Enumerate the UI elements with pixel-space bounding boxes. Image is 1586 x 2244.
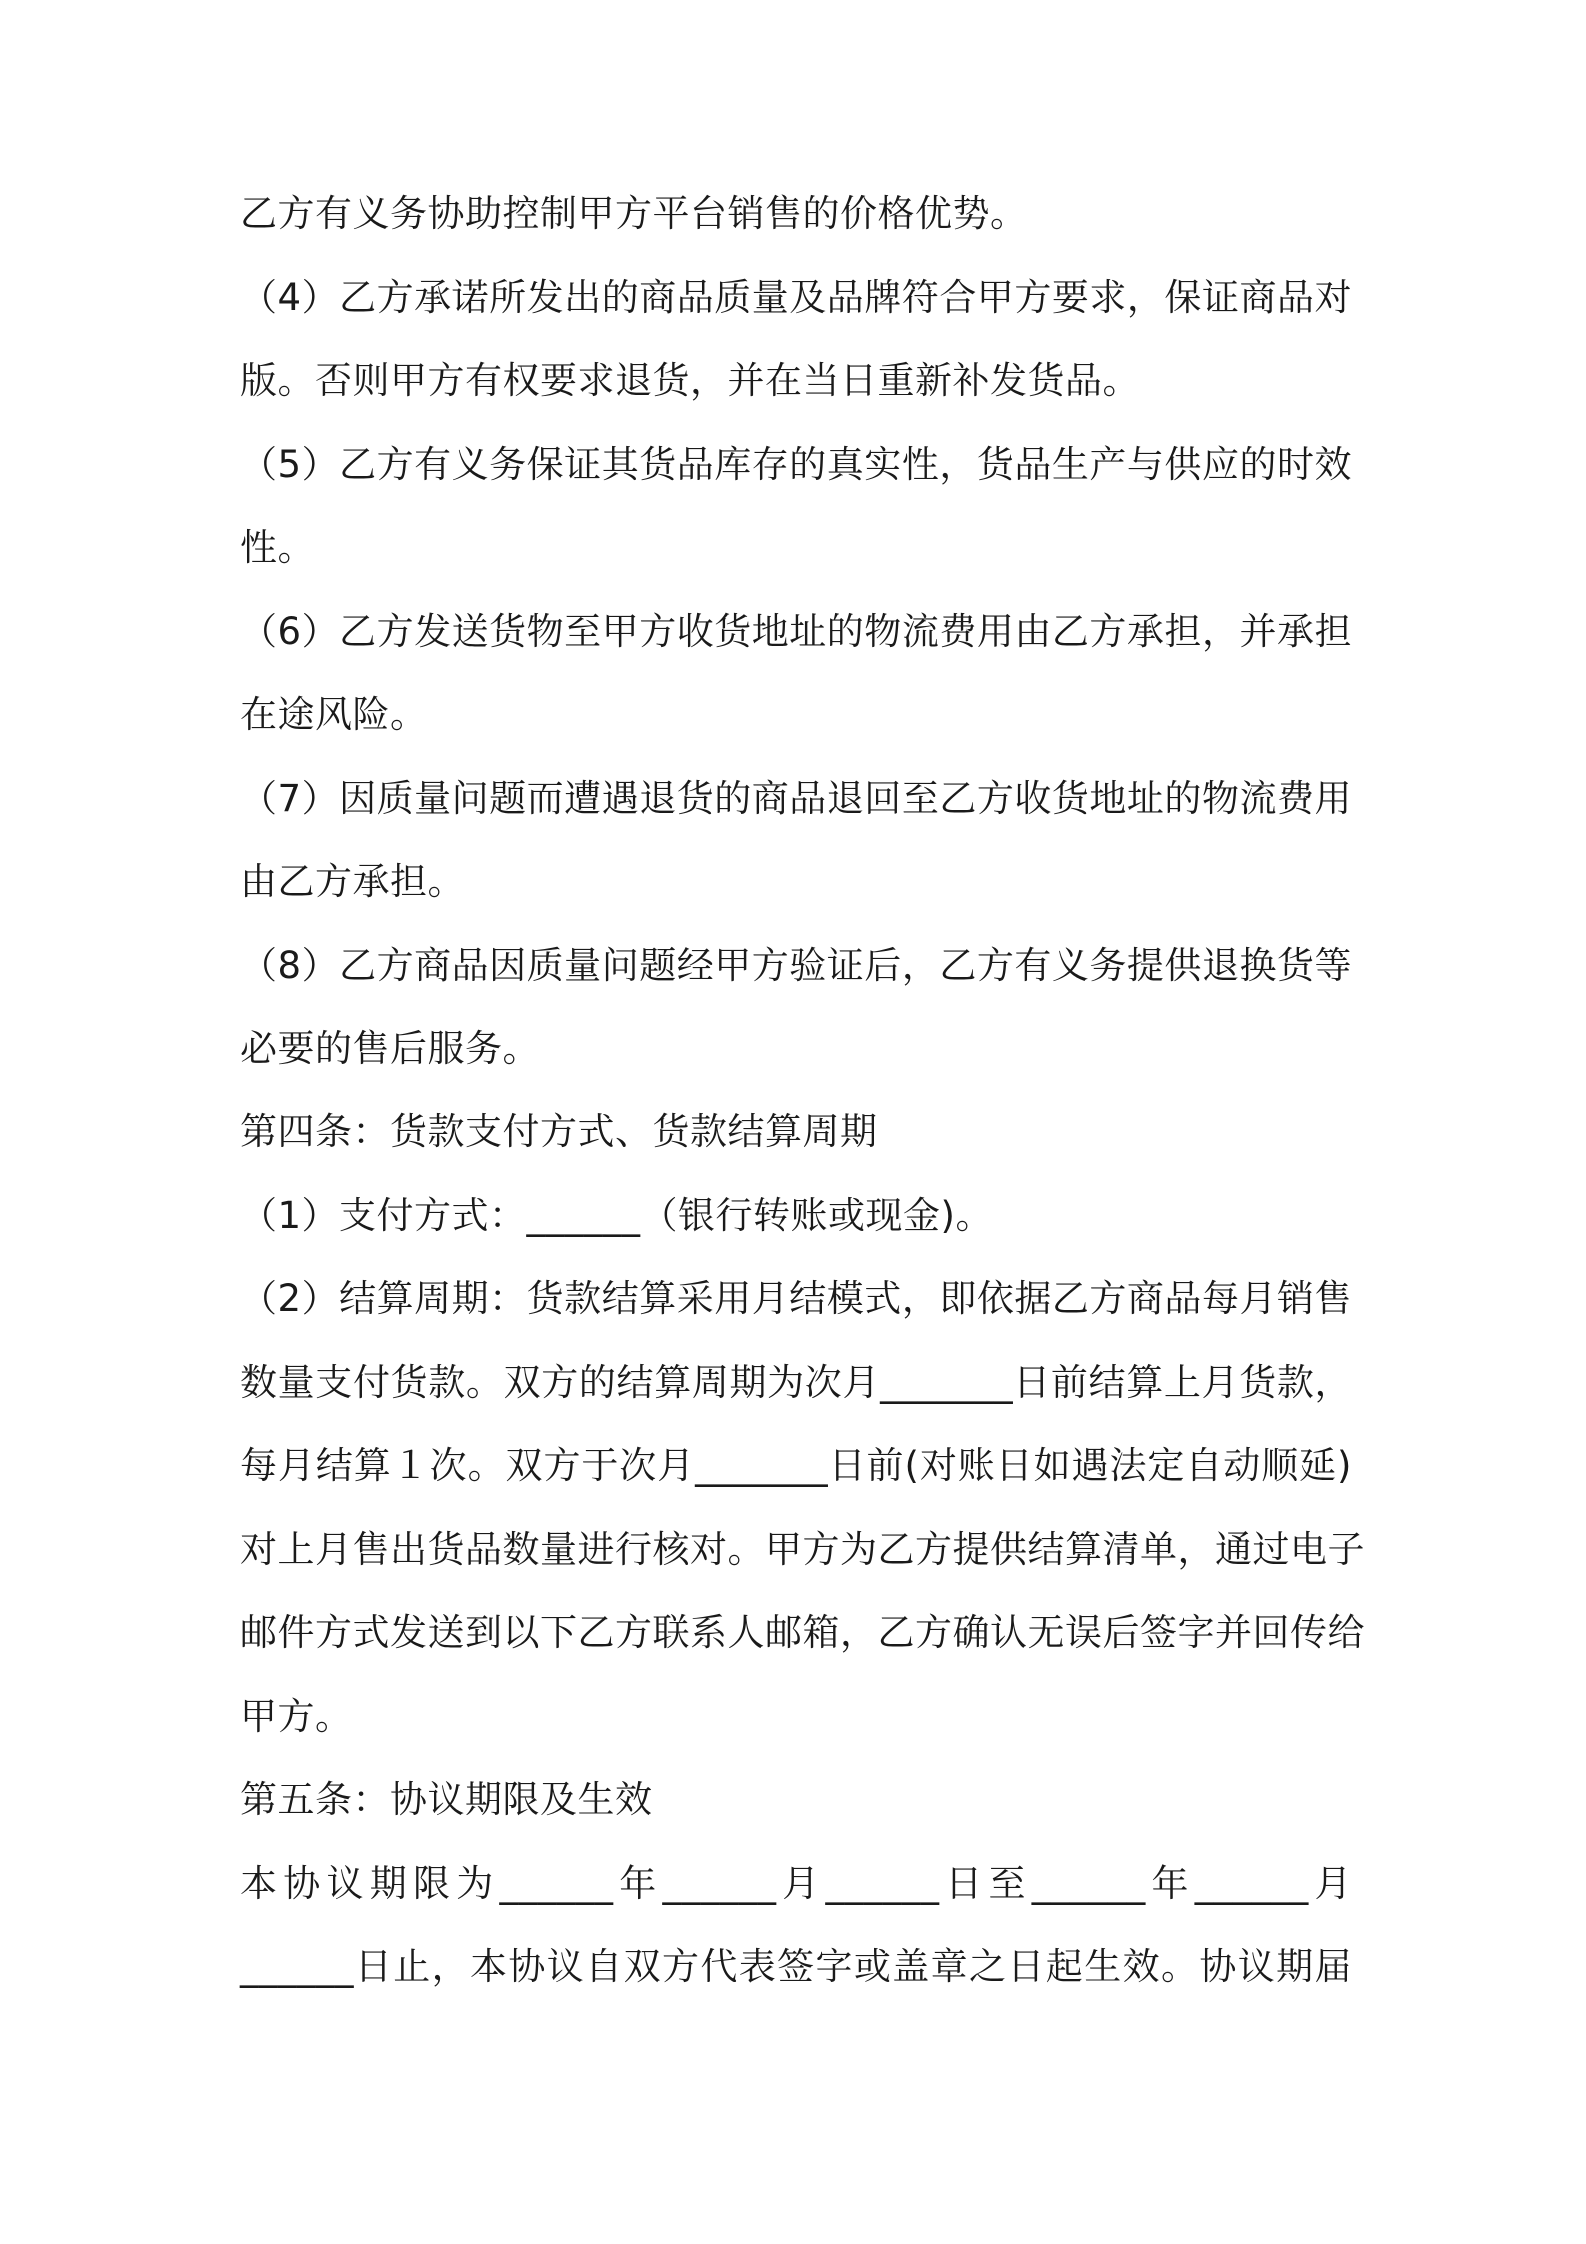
body-line: 数量支付货款。双方的结算周期为次月_______日前结算上月货款， — [240, 1361, 1352, 1404]
clause-item-5: （5）乙方有义务保证其货品库存的真实性，货品生产与供应的时效 — [240, 443, 1352, 486]
section-heading-article-4: 第四条：货款支付方式、货款结算周期 — [240, 1110, 878, 1153]
body-line: 由乙方承担。 — [240, 860, 465, 903]
clause-item-4: （4）乙方承诺所发出的商品质量及品牌符合甲方要求，保证商品对 — [240, 276, 1352, 319]
body-line: 对上月售出货品数量进行核对。甲方为乙方提供结算清单，通过电子 — [240, 1528, 1365, 1571]
body-line: 邮件方式发送到以下乙方联系人邮箱，乙方确认无误后签字并回传给 — [240, 1611, 1365, 1654]
body-line: 在途风险。 — [240, 693, 428, 736]
agreement-term-line: 本协议期限为______年______月______日至______年______月 — [240, 1862, 1352, 1905]
body-line: 甲方。 — [240, 1695, 353, 1738]
section-heading-article-5: 第五条：协议期限及生效 — [240, 1778, 653, 1821]
body-line: 乙方有义务协助控制甲方平台销售的价格优势。 — [240, 192, 1028, 235]
body-line: 性。 — [240, 526, 315, 569]
clause-item-8: （8）乙方商品因质量问题经甲方验证后，乙方有义务提供退换货等 — [240, 944, 1352, 987]
body-line: 每月结算１次。双方于次月_______日前(对账日如遇法定自动顺延) — [240, 1444, 1352, 1487]
body-line: ______日止，本协议自双方代表签字或盖章之日起生效。协议期届 — [240, 1945, 1352, 1988]
clause-item-6: （6）乙方发送货物至甲方收货地址的物流费用由乙方承担，并承担 — [240, 610, 1352, 653]
settlement-period-line: （2）结算周期：货款结算采用月结模式，即依据乙方商品每月销售 — [240, 1277, 1352, 1320]
body-line: 版。否则甲方有权要求退货，并在当日重新补发货品。 — [240, 359, 1140, 402]
payment-method-line: （1）支付方式：______（银行转账或现金)。 — [240, 1194, 993, 1237]
body-line: 必要的售后服务。 — [240, 1027, 540, 1070]
clause-item-7: （7）因质量问题而遭遇退货的商品退回至乙方收货地址的物流费用 — [240, 777, 1352, 820]
